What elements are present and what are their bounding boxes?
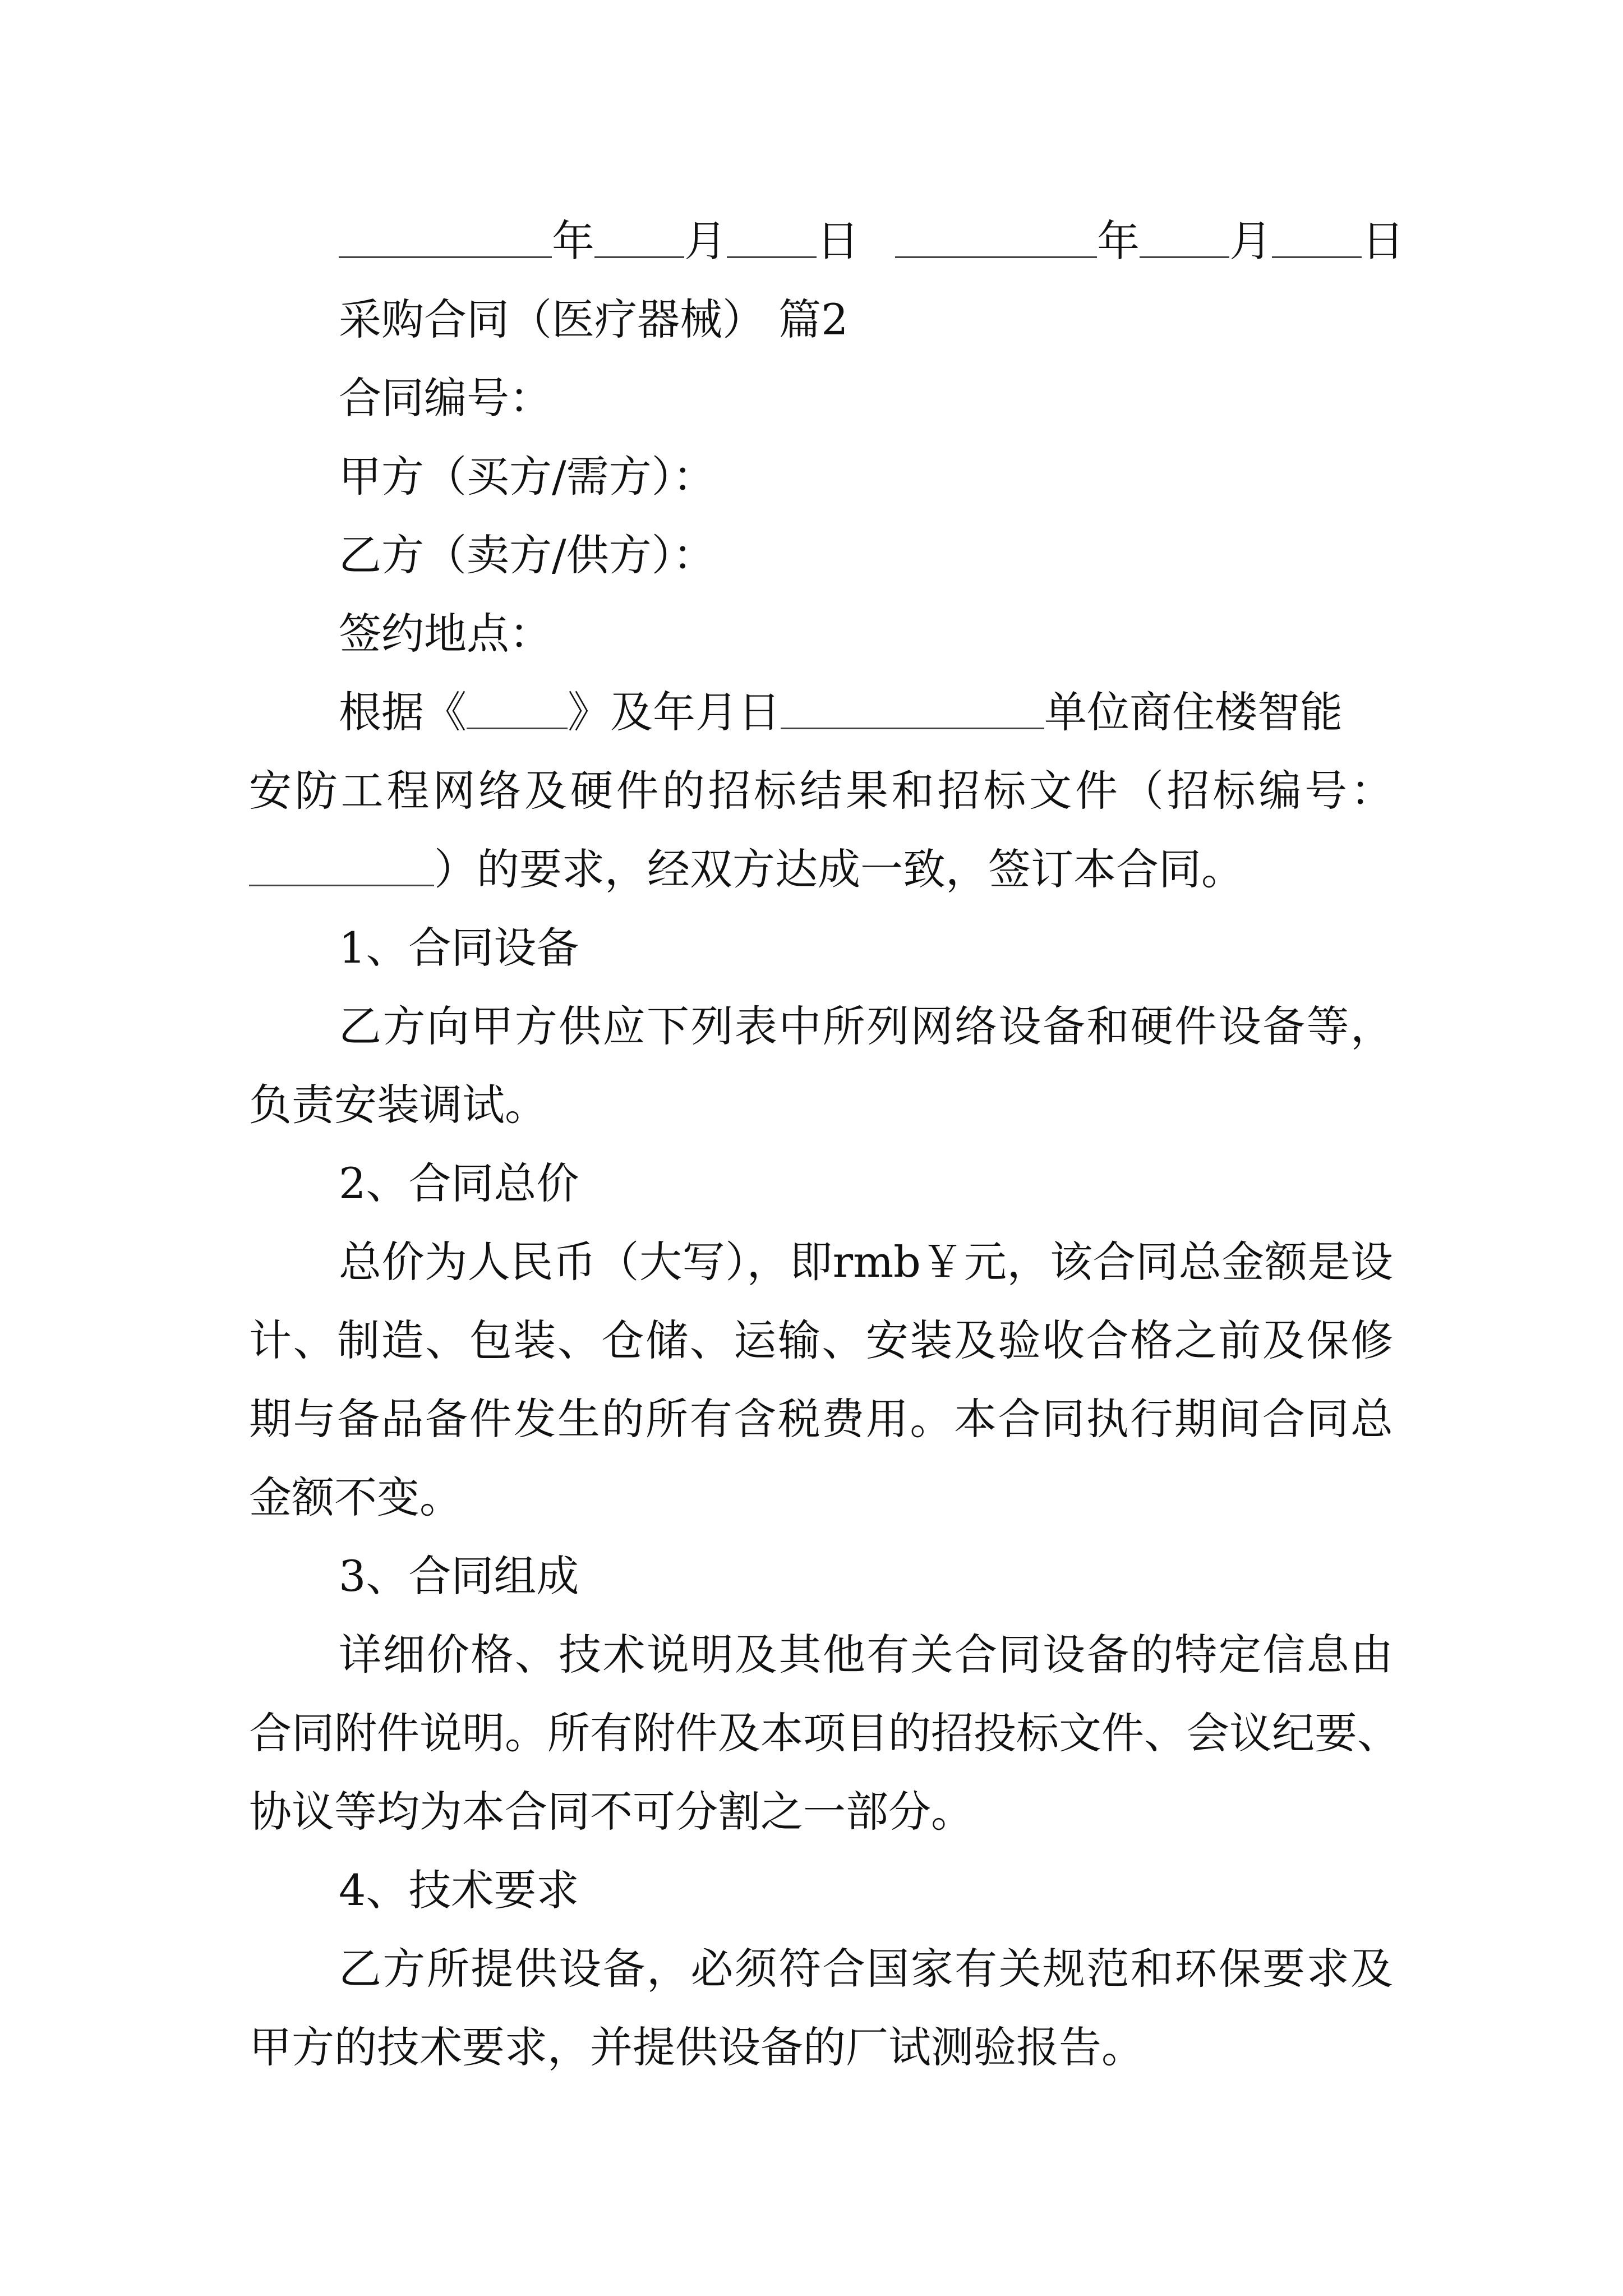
section-title: 2、合同总价 — [339, 1158, 579, 1208]
intro-line-1: 根据《 》及年月日 单位商住楼智能 — [339, 687, 1343, 737]
year-label: 年 — [552, 216, 594, 266]
party-a-field: 甲方（买方/需方）： — [339, 452, 716, 501]
section-text: 详细价格、技术说明及其他有关合同设备的特定信息由 — [339, 1630, 1393, 1680]
month-blank-right[interactable] — [1140, 218, 1229, 257]
section-title: 1、合同设备 — [339, 923, 579, 973]
section-text: 协议等均为本合同不可分割之一部分。 — [249, 1787, 974, 1837]
day-label: 日 — [1362, 216, 1405, 266]
section-text: 总价为人民币（大写），即rmb￥元，该合同总金额是设 — [339, 1237, 1393, 1287]
sign-place-field: 签约地点： — [339, 609, 552, 659]
section-text: 负责安装调试。 — [249, 1080, 547, 1130]
section-text: 合同附件说明。所有附件及本项目的招投标文件、会议纪要、 — [249, 1708, 1400, 1758]
intro-line-3: ）的要求，经双方达成一致，签订本合同。 — [249, 836, 1244, 903]
section-title: 4、技术要求 — [339, 1865, 579, 1915]
section-text: 金额不变。 — [249, 1473, 462, 1522]
tender-number-blank[interactable] — [249, 846, 434, 886]
day-blank-right[interactable] — [1272, 218, 1362, 257]
day-blank-left[interactable] — [727, 218, 817, 257]
year-blank-left[interactable] — [339, 218, 552, 257]
month-label: 月 — [1229, 216, 1272, 266]
day-label: 日 — [817, 216, 859, 266]
unit-name-blank[interactable] — [781, 689, 1044, 729]
section-text: 计、制造、包装、仓储、运输、安装及验收合格之前及保修 — [249, 1315, 1393, 1365]
section-text: 甲方的技术要求，并提供设备的厂试测验报告。 — [249, 2022, 1144, 2072]
date-line — [339, 208, 1404, 275]
contract-number-field: 合同编号： — [339, 373, 552, 423]
document-heading: 采购合同（医疗器械） 篇2 — [339, 295, 849, 344]
section-text: 乙方所提供设备，必须符合国家有关规范和环保要求及 — [339, 1944, 1393, 1994]
month-label: 月 — [684, 216, 727, 266]
section-title: 3、合同组成 — [339, 1551, 579, 1601]
intro-line-2: 安防工程网络及硬件的招标结果和招标文件（招标编号： — [249, 766, 1393, 816]
year-blank-right[interactable] — [895, 218, 1097, 257]
section-text: 期与备品备件发生的所有含税费用。本合同执行期间合同总 — [249, 1394, 1393, 1444]
law-name-blank[interactable] — [467, 689, 568, 729]
year-label: 年 — [1097, 216, 1140, 266]
month-blank-left[interactable] — [594, 218, 684, 257]
party-b-field: 乙方（卖方/供方）： — [339, 530, 716, 580]
section-text: 乙方向甲方供应下列表中所列网络设备和硬件设备等， — [339, 1001, 1393, 1051]
